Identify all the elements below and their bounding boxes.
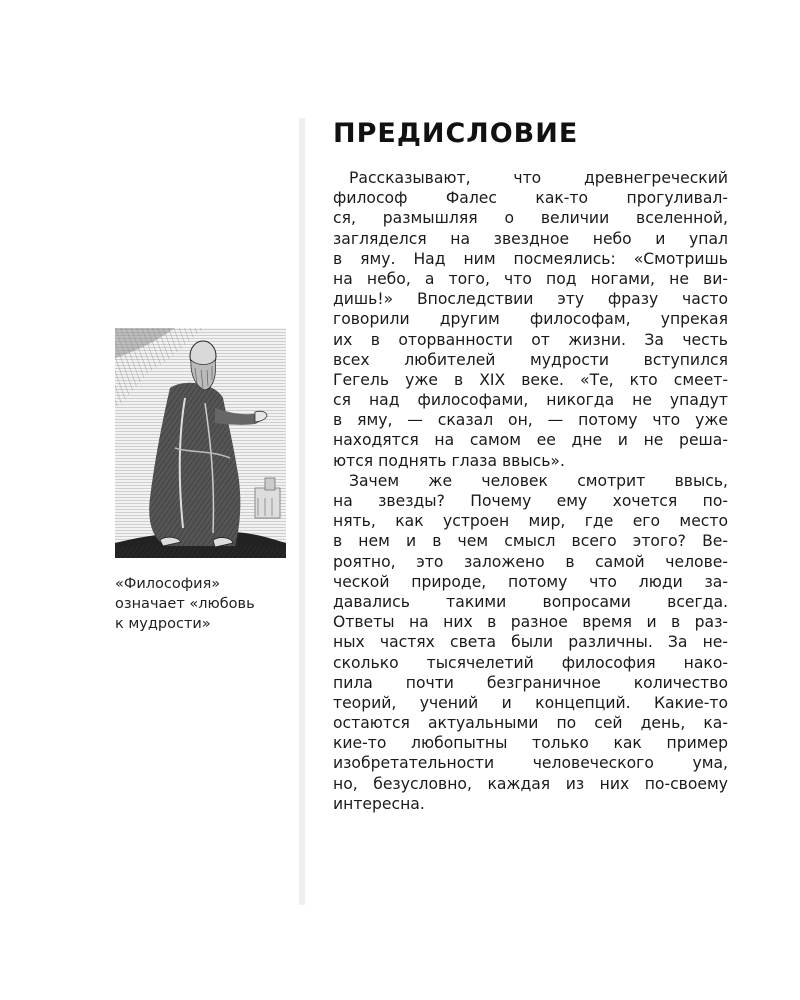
caption-line: к мудрости» <box>115 616 211 632</box>
chapter-title: ПРЕДИСЛОВИЕ <box>333 118 579 149</box>
text-line: дишь!» Впоследствии эту фразу часто <box>333 290 728 309</box>
caption-line: «Философия» <box>115 576 221 592</box>
text-line: их в оторванности от жизни. За честь <box>333 330 728 349</box>
text-line: давались такими вопросами всегда. <box>333 592 728 611</box>
text-line: в нем и в чем смысл всего этого? Ве- <box>333 532 728 551</box>
text-line: Гегель уже в XIX веке. «Те, кто смеет- <box>333 370 728 389</box>
text-line: сколько тысячелетий философия нако- <box>333 653 728 672</box>
text-line: ся над философами, никогда не упадут <box>333 391 728 410</box>
column-divider <box>299 118 305 905</box>
text-line: Рассказывают, что древнегреческий <box>349 169 728 187</box>
text-line: загляделся на звездное небо и упал <box>333 229 728 248</box>
text-line: остаются актуальными по сей день, ка- <box>333 714 728 733</box>
preface-text <box>333 168 728 814</box>
text-line: ся, размышляя о величии вселенной, <box>333 209 728 228</box>
text-line: говорили другим философам, упрекая <box>333 310 728 329</box>
text-line: нять, как устроен мир, где его место <box>333 512 728 531</box>
text-line: кие-то любопытны только как пример <box>333 734 728 753</box>
text-line: находятся на самом ее дне и не реша- <box>333 431 728 450</box>
philosopher-engraving-image <box>115 328 286 558</box>
text-line: Ответы на них в разное время и в раз- <box>333 613 728 632</box>
caption-line: означает «любовь <box>115 596 255 612</box>
text-line: всех любителей мудрости вступился <box>333 350 728 369</box>
text-line: на небо, а того, что под ногами, не ви- <box>333 269 728 288</box>
text-line: изобретательности человеческого ума, <box>333 754 728 773</box>
text-line: ются поднять глаза ввысь». <box>333 451 565 470</box>
text-line: интересна. <box>333 794 425 813</box>
text-line: роятно, это заложено в самой челове- <box>333 552 728 571</box>
text-line: но, безусловно, каждая из них по-своему <box>333 774 728 793</box>
text-line: в яму, — сказал он, — потому что уже <box>333 411 728 430</box>
text-line: ческой природе, потому что люди за- <box>333 572 728 591</box>
text-line: на звезды? Почему ему хочется по- <box>333 492 728 510</box>
text-line: Зачем же человек смотрит ввысь, <box>349 471 728 490</box>
text-line: теорий, учений и концепций. Какие-то <box>333 693 728 712</box>
text-line: ных частях света были различны. За не- <box>333 633 728 652</box>
image-caption <box>115 574 295 634</box>
text-line: философ Фалес как-то прогуливал- <box>333 189 728 208</box>
text-line: пила почти безграничное количество <box>333 673 728 692</box>
text-line: в яму. Над ним посмеялись: «Смотришь <box>333 249 728 268</box>
